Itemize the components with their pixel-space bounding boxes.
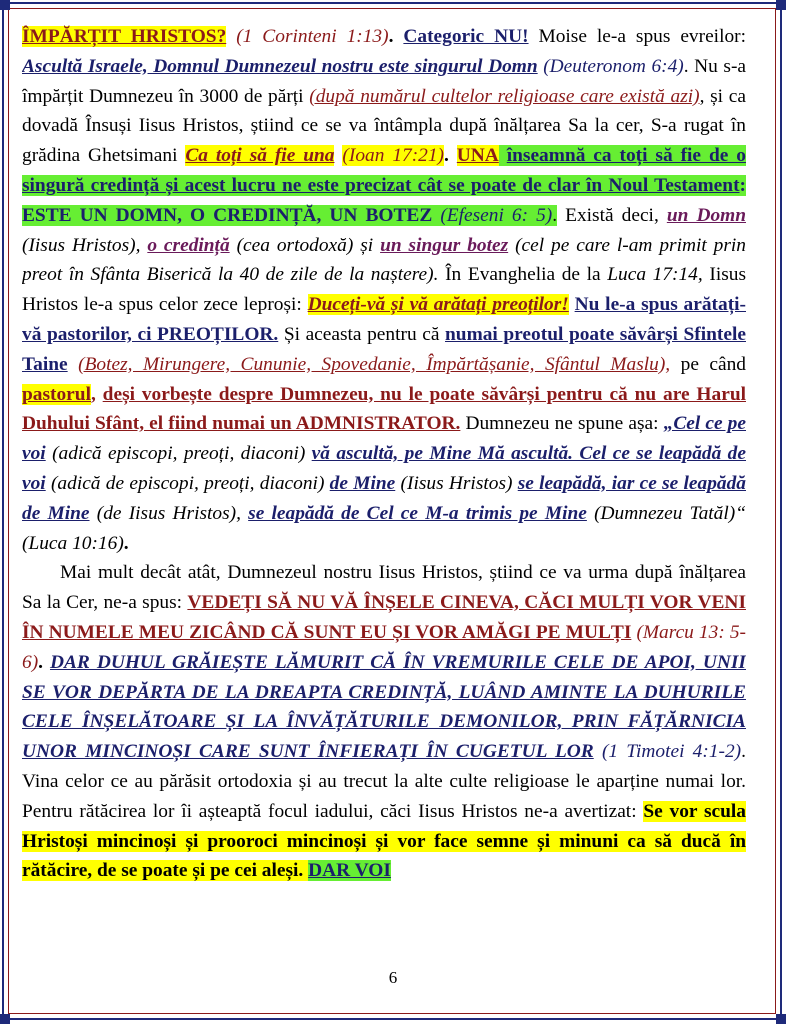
scripture-quote: „Cel ce pe voi bbox=[22, 413, 746, 465]
corner-ornament bbox=[776, 0, 786, 10]
emphasis-phrase: numai preotul poate săvârși Sfintele Taine bbox=[22, 323, 746, 375]
text-run: Există deci, bbox=[557, 204, 667, 226]
text-run: (de Iisus Hristos), bbox=[89, 502, 249, 524]
document-body bbox=[22, 22, 746, 942]
note-parenthetical: (după numărul cultelor religioase care există azi) bbox=[309, 85, 700, 107]
emphasis-word: pastorul bbox=[22, 383, 91, 405]
text-run: (adică de episcopi, preoți, diaconi) bbox=[45, 472, 330, 494]
emphasis-dar-voi: DAR VOI bbox=[308, 860, 391, 882]
text-run: . Vina celor ce au părăsit ortodoxia și au trecut la alte culte religioase le aparține numai lor. Pentru rătăcirea lor îi așteaptă focul iadului, căci Iisus Hristos ne-a avertizat: bbox=[22, 741, 746, 822]
text-run: Mai mult decât atât, Dumnezeul nostru Iisus Hristos, știind ce va urma după înălțarea Sa la Cer, ne-a spus: bbox=[22, 562, 746, 614]
scripture-quote-caps: DAR DUHUL GRĂIEȘTE LĂMURIT CĂ ÎN VREMURILE CELE DE APOI, UNII SE VOR DEPĂRTA DE LA DREAPTA CREDINȚĂ, LUÂND AMINTE LA DUHURILE CELE ÎNȘELĂTOARE ȘI LA ÎNVĂȚĂTURILE DEMONILOR, PRIN FĂȚĂRNICIA UNOR MINCINOȘI CARE SUNT ÎNFIERAȚI ÎN CUGETUL LOR bbox=[22, 651, 746, 763]
text-run bbox=[499, 145, 507, 166]
text-run: . bbox=[552, 204, 558, 226]
text-run: . bbox=[388, 26, 404, 47]
text-run: (cea ortodoxă) și bbox=[229, 234, 381, 256]
bible-reference: (Deuteronom 6:4) bbox=[543, 55, 684, 77]
emphasis-phrase: deși vorbește despre Dumnezeu, nu le poate săvârși pentru că nu are Harul Duhului Sfânt, el fiind numai un ADMNISTRATOR. bbox=[22, 383, 746, 435]
corner-ornament bbox=[0, 0, 10, 10]
emphasis-answer: Categoric NU! bbox=[403, 26, 529, 47]
bible-reference: (Efeseni 6: 5) bbox=[440, 204, 553, 226]
paragraph-1 bbox=[22, 22, 746, 558]
note-parenthetical: (Botez, Mirungere, Cununie, Spovedanie, Împărtășanie, Sfântul Maslu), bbox=[78, 353, 671, 375]
text-run bbox=[226, 26, 236, 47]
text-run: . bbox=[38, 651, 50, 673]
corner-ornament bbox=[776, 1014, 786, 1024]
emphasis-phrase: o credință bbox=[147, 234, 230, 256]
emphasis-una: UNA bbox=[456, 145, 499, 167]
highlighted-quote: Se vor scula Hristoși mincinoși și prooroci mincinoși și vor face semne și minuni ca să ducă în rătăcire, de se poate și pe cei aleși. bbox=[22, 800, 746, 882]
text-run: pe când bbox=[670, 353, 746, 375]
emphasis-phrase: un singur botez bbox=[380, 234, 509, 256]
bible-reference: (1 Timotei 4:1-2) bbox=[601, 741, 742, 763]
scripture-quote: vă ascultă, pe Mine Mă ascultă. Cel ce se leapădă de voi bbox=[22, 443, 746, 494]
text-run: Dumnezeu ne spune așa: bbox=[460, 413, 664, 435]
text-run: (adică episcopi, preoți, diaconi) bbox=[45, 443, 312, 465]
highlighted-statement: : ESTE UN DOMN, O CREDINȚĂ, UN BOTEZ bbox=[22, 174, 746, 226]
scripture-quote: Ascultă Israele, Domnul Dumnezeul nostru este singurul Domn bbox=[22, 55, 538, 77]
text-run: (Iisus Hristos), bbox=[22, 234, 148, 256]
text-run: , bbox=[90, 383, 103, 405]
text-run: În Evanghelia de la bbox=[438, 264, 608, 286]
bible-reference: (1 Corinteni 1:13) bbox=[236, 26, 389, 47]
paragraph-2 bbox=[22, 558, 746, 886]
emphasis-phrase: Nu le-a spus arătați-vă pastorilor, ci PREOȚILOR. bbox=[22, 294, 746, 345]
bible-reference: Luca 17:14, bbox=[607, 264, 703, 286]
scripture-quote-caps: VEDEȚI SĂ NU VĂ ÎNȘELE CINEVA, CĂCI MULȚI VOR VENI ÎN NUMELE MEU ZICÂND CĂ SUNT EU ȘI VOR AMĂGI PE MULȚI bbox=[22, 592, 746, 643]
scripture-quote: se leapădă de Cel ce M-a trimis pe Mine bbox=[248, 502, 587, 524]
emphasis-phrase: un Domn bbox=[666, 204, 746, 226]
highlighted-statement: înseamnă ca toți să fie de o singură credință și acest lucru ne este precizat cât se poate de clar în Noul Testament bbox=[22, 145, 746, 196]
text-run: Moise le-a spus evreilor: bbox=[528, 26, 746, 47]
corner-ornament bbox=[0, 1014, 10, 1024]
text-run: , și ca dovadă Însuși Iisus Hristos, știind ce se va întâmpla după înălțarea Sa la cer, S-a rugat în grădina Ghetsimani bbox=[22, 85, 746, 167]
text-run: (Iisus Hristos) bbox=[395, 472, 518, 494]
scripture-quote: Ca toți să fie una bbox=[185, 145, 335, 167]
scripture-quote: Duceți-vă și vă arătați preoților! bbox=[307, 294, 569, 316]
text-run: . Nu s-a împărțit Dumnezeu în 3000 de părți bbox=[22, 55, 746, 107]
text-run: . bbox=[123, 532, 129, 554]
heading-question: ÎMPĂRȚIT HRISTOS? bbox=[22, 26, 227, 47]
bible-reference: (Marcu 13: 5-6) bbox=[22, 621, 746, 673]
page-number: 6 bbox=[388, 968, 398, 987]
text-run: Iisus Hristos le-a spus celor zece leproși: bbox=[22, 264, 746, 316]
text-run: Și aceasta pentru că bbox=[278, 323, 446, 345]
text-run: (cel pe care l-am primit prin preot în Sfânta Biserică la 40 de zile de la naștere). bbox=[22, 234, 746, 286]
text-run: . bbox=[444, 145, 457, 167]
bible-reference: (Ioan 17:21) bbox=[342, 145, 445, 167]
text-run bbox=[68, 354, 78, 375]
scripture-quote: se leapădă, iar ce se leapădă de Mine bbox=[22, 472, 746, 524]
text-run bbox=[594, 741, 602, 762]
scripture-quote: de Mine bbox=[329, 472, 396, 494]
bible-reference: (Dumnezeu Tatăl)“ (Luca 10:16) bbox=[22, 502, 746, 554]
